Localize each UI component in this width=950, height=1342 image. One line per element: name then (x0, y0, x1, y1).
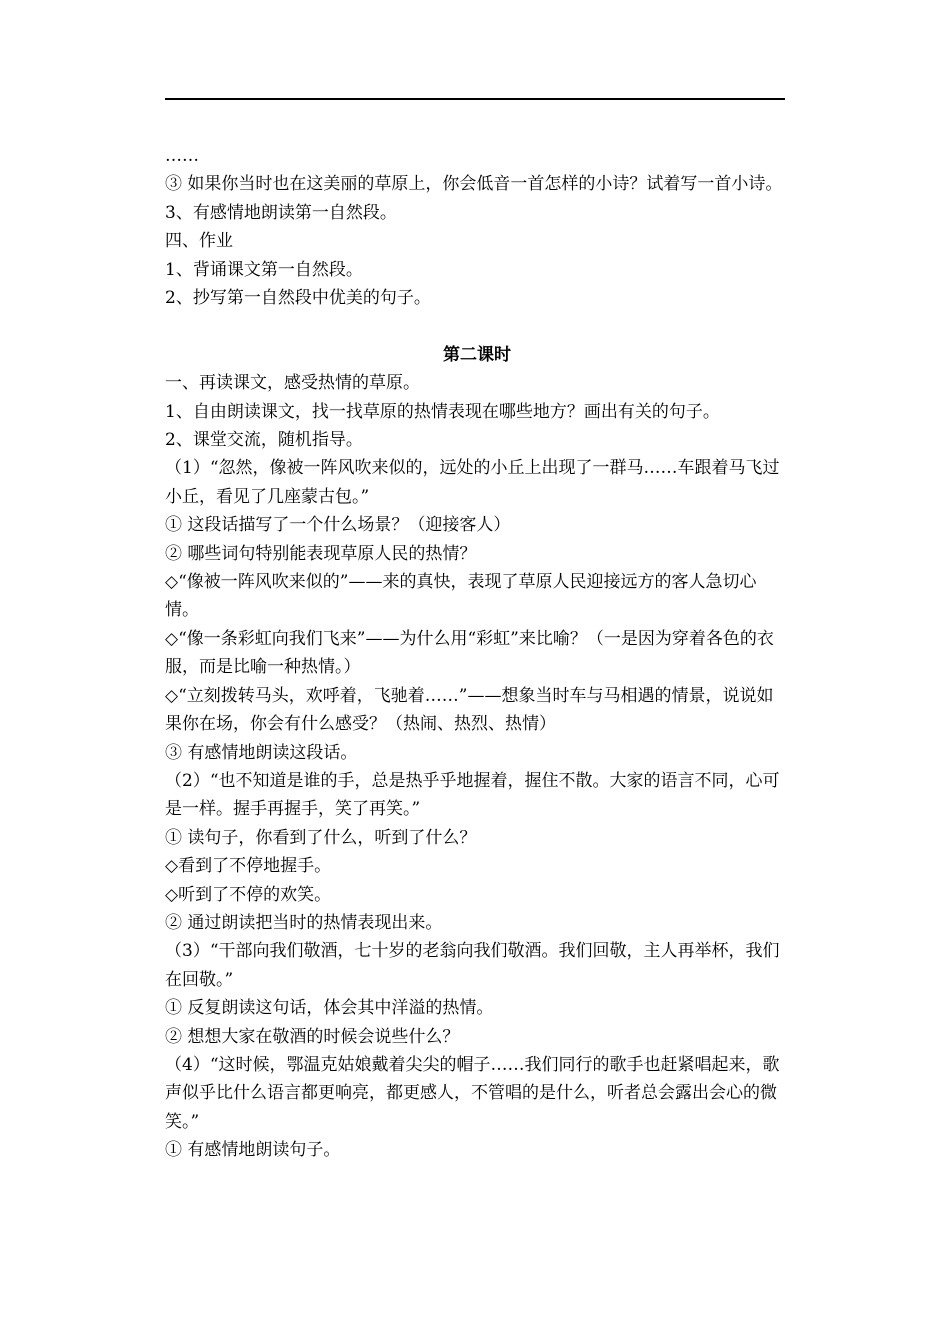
text-line: （4）“这时候，鄂温克姑娘戴着尖尖的帽子……我们同行的歌手也赶紧唱起来，歌声似乎比什么语言都更响亮，都更感人，不管唱的是什么，听者总会露出会心的微笑。” (165, 1054, 780, 1132)
document-body (165, 142, 789, 1165)
text-line: 一、再读课文，感受热情的草原。 (165, 373, 420, 394)
text-line: ◇看到了不停地握手。 (165, 856, 332, 877)
text-line: 3、有感情地朗读第一自然段。 (165, 202, 397, 223)
text-line: ③ 如果你当时也在这美丽的草原上，你会低音一首怎样的小诗？试着写一首小诗。 (165, 174, 783, 195)
text-line: （3）“干部向我们敬酒，七十岁的老翁向我们敬酒。我们回敬，主人再举杯，我们在回敬。” (165, 941, 780, 990)
text-line: ② 通过朗读把当时的热情表现出来。 (165, 912, 443, 933)
text-line: ① 这段话描写了一个什么场景？（迎接客人） (165, 515, 511, 536)
text-line: 2、课堂交流，随机指导。 (165, 430, 363, 451)
text-line: ③ 有感情地朗读这段话。 (165, 742, 358, 763)
text-line: 2、抄写第一自然段中优美的句子。 (165, 288, 431, 309)
text-line: ① 读句子，你看到了什么，听到了什么？ (165, 827, 477, 848)
text-line: （2）“也不知道是谁的手，总是热乎乎地握着，握住不散。大家的语言不同，心可是一样。握手再握手，笑了再笑。” (165, 770, 780, 820)
spacer (165, 312, 789, 340)
text-line: ◇“立刻拨转马头，欢呼着，飞驰着……”——想象当时车与马相遇的情景，说说如果你在场，你会有什么感受？（热闹、热烈、热情） (165, 685, 774, 735)
text-line: ① 反复朗读这句话，体会其中洋溢的热情。 (165, 998, 494, 1019)
text-line: ◇“像被一阵风吹来似的”——来的真快，表现了草原人民迎接远方的客人急切心情。 (165, 572, 757, 621)
text-line: ② 哪些词句特别能表现草原人民的热情？ (165, 543, 477, 564)
lesson-two-body (165, 369, 789, 1164)
lesson-one-ending (165, 142, 789, 312)
text-line: ② 想想大家在敬酒的时候会说些什么？ (165, 1026, 460, 1047)
section-title: 第二课时 (443, 344, 511, 365)
text-line: （1）“忽然，像被一阵风吹来似的，远处的小丘上出现了一群马……车跟着马飞过小丘，看见了几座蒙古包。” (165, 458, 780, 507)
text-line: …… (165, 146, 199, 166)
text-line: 1、自由朗读课文，找一找草原的热情表现在哪些地方？画出有关的句子。 (165, 401, 720, 422)
text-line: ◇听到了不停的欢笑。 (165, 884, 332, 905)
text-line: 1、背诵课文第一自然段。 (165, 259, 363, 280)
text-line: ◇“像一条彩虹向我们飞来”——为什么用“彩虹”来比喻？（一是因为穿着各色的衣服，而是比喻一种热情。） (165, 628, 774, 678)
text-line: 四、作业 (165, 231, 233, 252)
text-line: ① 有感情地朗读句子。 (165, 1140, 341, 1161)
header-rule (165, 98, 785, 100)
